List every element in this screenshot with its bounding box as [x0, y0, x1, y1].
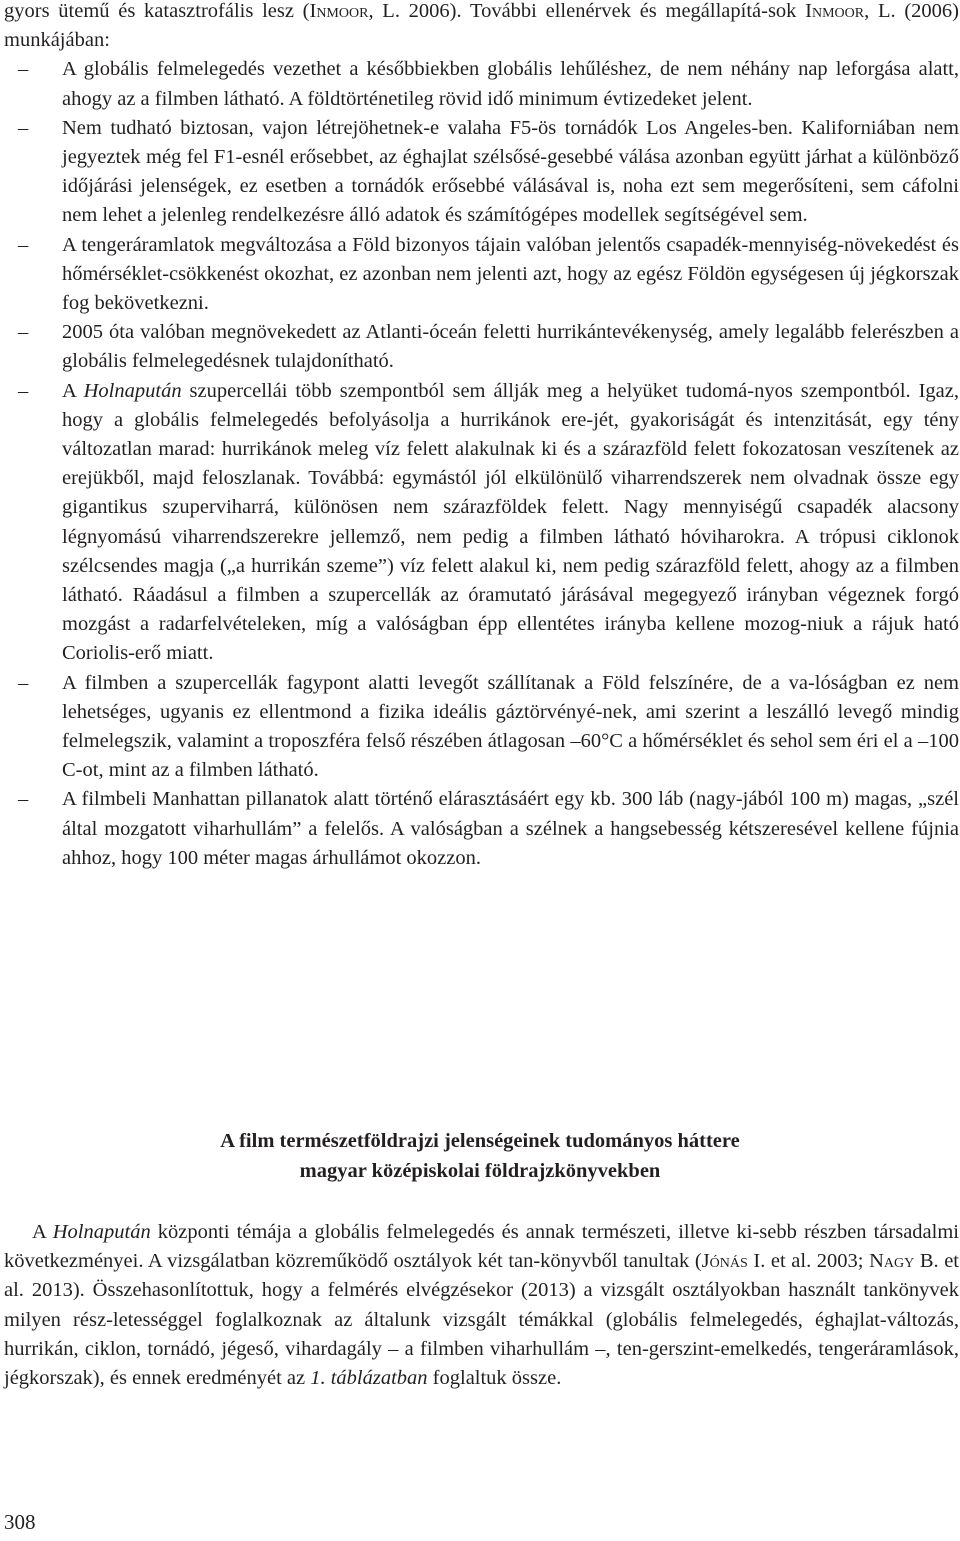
section-heading-line-2: magyar középiskolai földrajzkönyvekben [299, 1160, 661, 1182]
table-reference: 1. táblázatban [310, 1367, 428, 1390]
intro-paragraph [4, 0, 959, 55]
list-item [4, 114, 959, 231]
list-item-text: A globális felmelegedés vezethet a későbbiekben globális lehűléshez, de nem néhány nap leforgása alatt, ahogy az a filmben látható. A földtörténetileg rövid idő minimum évtizedeket jelent. [62, 58, 959, 110]
list-item-text: A filmben a szupercellák fagypont alatti levegőt szállítanak a Föld felszínére, de a va-lóságban ez nem lehetséges, ugyanis ez ellentmond a fizika ideális gáztörvényé-nek, ami szerint a leszálló levegő mindig felmelegszik, valamint a troposzféra felső részében átlagosan –60°C a hőmérséklet és sehol sem éri el a –100 C-ot, mint az a filmben látható. [62, 671, 959, 782]
list-item [4, 318, 959, 376]
dash-bullet: – [18, 116, 29, 139]
list-item-text: A filmbeli Manhattan pillanatok alatt történő elárasztásáért egy kb. 300 láb (nagy-jából 100 m) magas, „szél által mozgatott viharhullám” a felelős. A valóságban a szélnek a hangsebesség kétszeresével kellene fújnia ahhoz, hogy 100 méter magas árhullámot okozzon. [62, 788, 959, 869]
list-item-text: Nem tudható biztosan, vajon létrejöhetnek-e valaha F5-ös tornádók Los Angeles-ben. Kaliforniában nem jegyeztek még fel F1-esnél erősebbet, az éghajlat szélsősé-gesebbé válása azonban együtt járhat a különböző időjárási jelenségek, ez esetben a tornádók erősebbé válásával is, noha ezt sem megerősíteni, sem cáfolni nem lehet a jelenleg rendelkezésre álló adatok és számítógépes modellek segítségével sem. [62, 116, 959, 227]
argument-list [4, 55, 959, 873]
intro-text-3: , L. (2006) munkájában: [4, 0, 959, 52]
list-item-text: A tengeráramlatok megváltozása a Föld bizonyos tájain valóban jelentős csapadék-mennyiség-növekedést és hőmérséklet-csökkenést okozhat, ez azonban nem jelenti azt, hogy az egész Földön egységesen új jégkorszak fog bekövetkezni. [62, 233, 959, 315]
list-item [4, 55, 959, 113]
dash-bullet: – [18, 788, 29, 811]
author-name: Jónás [701, 1250, 748, 1273]
paragraph-text: foglaltuk össze. [427, 1367, 562, 1390]
film-title: Holnapután [83, 379, 182, 402]
list-item-text: 2005 óta valóban megnövekedett az Atlanti-óceán feletti hurrikántevékenység, amely legalább felerészben a globális felmelegedésnek tulajdonítható. [62, 321, 959, 373]
body-text [4, 0, 959, 873]
dash-bullet: – [18, 58, 29, 81]
list-item [4, 377, 959, 669]
list-item [4, 231, 959, 319]
film-title: Holnapután [52, 1221, 151, 1243]
intro-text-1: gyors ütemű és katasztrofális lesz ( [4, 0, 310, 22]
paragraph-text: A [32, 1221, 53, 1243]
list-item [4, 669, 959, 786]
list-item-text: szupercellái több szempontból sem állják meg a helyüket tudomá-nyos szempontból. Igaz, hogy a globális felmelegedés befolyásolja a hurrikánok ere-jét, gyakoriságát és intenzitását, egy tény változatlan marad: hurrikánok meleg víz felett alakulnak ki és a szárazföld felett fokozatosan veszítenek az erejükből, majd feloszlanak. Továbbá: egymástól jól elkülönülő viharrendszerek nem olvadnak össze egy gigantikus szuperviharrá, különösen nem szárazföldek felett. Nagy mennyiségű csapadék alacsony légnyomású viharrendszerekre jellemző, nem pedig a filmben látható hóviharokra. A trópusi ciklonok szélcsendes magja („a hurrikán szeme”) víz felett alakul ki, nem pedig szárazföld felett, ahogy az a filmben látható. Ráadásul a filmben a szupercellák az óramutató járásával megegyező irányban végeznek forgó mozgást a radarfelvételeken, míg a valóságban épp ellentétes irányba kellene mozog-niuk a rájuk ható Coriolis-erő miatt. [62, 379, 959, 665]
section-heading [0, 1126, 960, 1186]
list-item-text: A [62, 379, 84, 402]
dash-bullet: – [18, 321, 29, 344]
paragraph-text: központi témája a globális felmelegedés és annak természeti, illetve ki-sebb részben társadalmi következményei. A vizsgálatban közreműködő osztályok két tan-könyvből tanultak ( [4, 1221, 959, 1273]
dash-bullet: – [18, 379, 29, 402]
author-name: Inmoor [805, 0, 865, 22]
page-number: 308 [4, 1510, 36, 1534]
dash-bullet: – [18, 671, 29, 694]
paragraph-text: B. et al. 2013). Összehasonlítottuk, hogy a felmérés elvégzésekor (2013) a vizsgált osztályokban használt tankönyvek milyen rész-letességgel foglalkoznak az általunk vizsgált témákkal (globális felmelegedés, éghajlat-változás, hurrikán, ciklon, tornádó, jégeső, vihardagály – a filmben viharhullám –, ten-gerszint-emelkedés, tengeráramlások, jégkorszak), és ennek eredményét az [4, 1250, 960, 1390]
intro-text-2: , L. 2006). További ellenérvek és megállapítá-sok [368, 0, 806, 22]
list-item [4, 785, 959, 873]
author-name: Inmoor [309, 0, 369, 22]
section-paragraph [4, 1218, 959, 1393]
section-heading-line-1: A film természetföldrajzi jelenségeinek tudományos háttere [220, 1130, 740, 1152]
paragraph-text: I. et al. 2003; [747, 1250, 870, 1273]
dash-bullet: – [18, 233, 29, 256]
author-name: Nagy [869, 1250, 915, 1273]
